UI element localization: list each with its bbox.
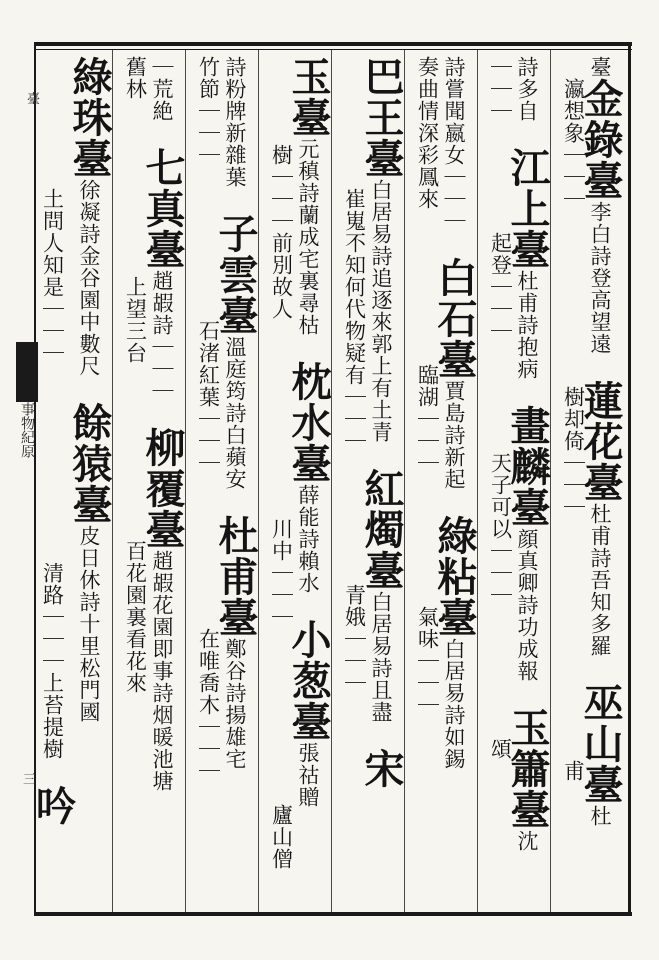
entry-text: 薛能詩賴水 bbox=[296, 484, 320, 619]
text-column bbox=[431, 56, 478, 906]
entry-text: 白居易詩追逐來郭上有土青 bbox=[369, 179, 393, 468]
text-column bbox=[66, 56, 113, 906]
entry-text: 賈島詩新起 bbox=[442, 380, 466, 515]
entry-text: 趙嘏花園即事詩烟暖池塘 bbox=[150, 550, 174, 792]
text-column bbox=[405, 56, 440, 906]
entry-heading: 餘猿臺 bbox=[66, 402, 113, 525]
text-column bbox=[186, 56, 221, 906]
entry-heading: 玉簫臺 bbox=[504, 707, 551, 830]
entry-heading: 綠粘臺 bbox=[431, 515, 478, 638]
text-column bbox=[504, 56, 551, 906]
entry-text: 竹節｜｜｜ 石渚紅葉｜｜｜ 在唯喬木｜｜｜ bbox=[196, 56, 221, 782]
entry-heading: 畫麟臺 bbox=[504, 405, 551, 528]
column-divider bbox=[258, 50, 259, 912]
entry-text: 顔真卿詩功成報 bbox=[515, 528, 539, 707]
entry-heading: 小葱臺 bbox=[285, 619, 332, 742]
entry-heading: 枕水臺 bbox=[285, 361, 332, 484]
entry-heading: 綠珠臺 bbox=[66, 56, 113, 179]
entry-heading: 玉臺 bbox=[285, 56, 332, 138]
text-column bbox=[577, 56, 624, 906]
entry-heading: 紅燭臺 bbox=[358, 468, 405, 591]
entry-heading: 吟 bbox=[29, 785, 77, 826]
entry-text: ｜｜｜ 起登｜｜｜ 天子可以｜｜｜ 頌 bbox=[488, 56, 513, 760]
text-column bbox=[259, 56, 294, 906]
entry-text: 皮日休詩十里松門國 bbox=[77, 525, 101, 723]
entry-text: 崔嵬不知何代物疑有｜｜｜ 青娥｜｜｜ bbox=[342, 56, 367, 694]
top-border bbox=[34, 42, 632, 46]
entry-text: 趙嘏詩｜｜｜ bbox=[150, 270, 174, 427]
entry-heading: 杜甫臺 bbox=[212, 515, 259, 638]
right-border bbox=[628, 42, 631, 916]
text-column bbox=[139, 56, 186, 906]
entry-text: 白居易詩且盡 bbox=[369, 591, 393, 748]
entry-text: 詩多自 bbox=[515, 56, 539, 147]
entry-heading: 巴王臺 bbox=[358, 56, 405, 179]
top-border-inner bbox=[34, 49, 632, 50]
entry-heading: 柳覆臺 bbox=[139, 427, 186, 550]
entry-text: 詩粉牌新雜葉 bbox=[223, 56, 247, 213]
bottom-border bbox=[34, 912, 632, 916]
entry-heading: 巫山臺 bbox=[577, 682, 624, 805]
page-number: 三 bbox=[20, 772, 35, 785]
entry-text: 徐凝詩金谷園中數尺 bbox=[77, 179, 101, 402]
entry-text: 白居易詩如錫 bbox=[442, 638, 466, 770]
text-column bbox=[551, 56, 586, 906]
entry-heading: 宋 bbox=[358, 748, 405, 789]
text-column bbox=[332, 56, 367, 906]
entry-text: 瀛想象｜｜｜ 樹却倚｜｜｜ 甫 bbox=[561, 56, 586, 782]
text-column bbox=[212, 56, 259, 906]
entry-text: 杜甫詩吾知多羅 bbox=[588, 503, 612, 682]
text-column bbox=[478, 56, 513, 906]
entry-heading: 蓮花臺 bbox=[577, 380, 624, 503]
entry-text: 舊林 上望三台 百花園裏看花來 bbox=[123, 56, 148, 694]
entry-text: 奏曲情深彩鳳來 臨湖｜｜｜ 氣味｜｜｜ bbox=[415, 56, 440, 716]
entry-heading: 子雲臺 bbox=[212, 213, 259, 336]
entry-text: 詩嘗聞嬴女｜｜｜ bbox=[442, 56, 466, 257]
entry-text: 溫庭筠詩白蘋安 bbox=[223, 336, 247, 515]
entry-text: 臺 bbox=[588, 56, 612, 78]
entry-text: 樹｜｜｜前別故人 川中｜｜｜ 廬山僧 bbox=[269, 56, 294, 870]
column-divider bbox=[477, 50, 478, 912]
entry-text: 沈 bbox=[515, 830, 539, 852]
entry-heading: 七真臺 bbox=[139, 147, 186, 270]
entry-heading: 金錄臺 bbox=[577, 78, 624, 201]
margin-top-mark: 臺 bbox=[24, 92, 39, 105]
entry-heading: 江上臺 bbox=[504, 147, 551, 270]
text-column bbox=[358, 56, 405, 906]
text-column bbox=[29, 56, 77, 906]
entry-text: 元稹詩蘭成宅裏尋枯 bbox=[296, 138, 320, 361]
text-column bbox=[285, 56, 332, 906]
text-column bbox=[113, 56, 148, 906]
entry-text: ｜荒絶 bbox=[150, 56, 174, 147]
entry-text: 鄭谷詩揚雄宅 bbox=[223, 638, 247, 770]
entry-text: 杜 bbox=[588, 805, 612, 827]
entry-text: 張祜贈 bbox=[296, 742, 320, 808]
entry-text: 杜甫詩抱病 bbox=[515, 270, 539, 405]
entry-heading: 白石臺 bbox=[431, 257, 478, 380]
entry-text: 土問人知是｜｜｜ 清路｜｜｜上苔提樹 bbox=[40, 56, 65, 785]
entry-text: 李白詩登高望遠 bbox=[588, 201, 612, 380]
section-label: 事物紀原 bbox=[19, 402, 35, 458]
